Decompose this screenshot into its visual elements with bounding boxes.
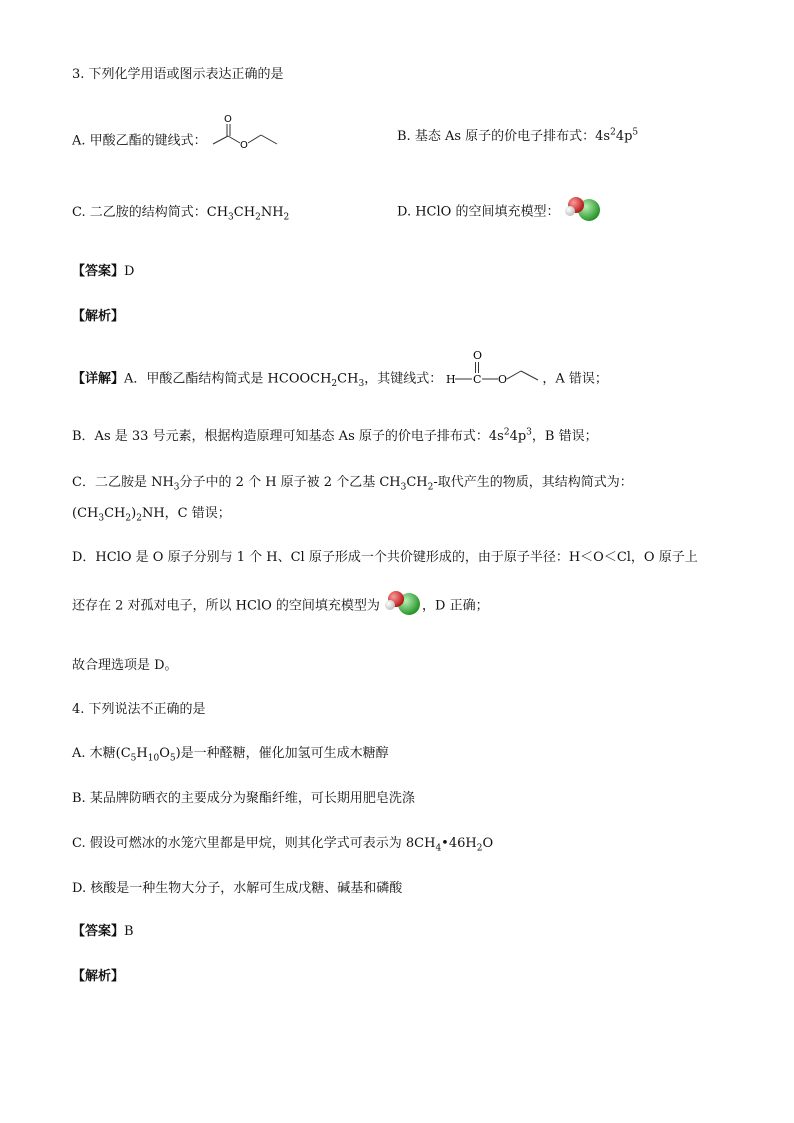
q3-stem: 3. 下列化学用语或图示表达正确的是 bbox=[72, 67, 284, 82]
q3-option-d bbox=[397, 202, 602, 222]
q4-option-c: C. 假设可燃冰的水笼穴里都是甲烷，则其化学式可表示为 $8CH_4•46H_2O$ bbox=[72, 836, 494, 854]
q4-analysis-heading: 【解析】 bbox=[72, 969, 125, 984]
q3-option-d-label: D. HClO 的空间填充模型： bbox=[397, 204, 560, 220]
q3-detail-c-line2: $(CH_3CH_2)_2NH$，C 错误； bbox=[72, 506, 231, 524]
q3-detail-b: B．As 是 33 号元素，根据构造原理可知基态 As 原子的价电子排布式：$4s^24p^3$，B 错误； bbox=[72, 427, 598, 444]
q3-option-a bbox=[72, 114, 283, 154]
q3-detail-a: 【详解】A．甲酸乙酯结构简式是 $HCOOCH_2CH_3$，其键线式： H C O O ，A 错误； bbox=[72, 349, 608, 390]
q3-detail-d-line1: D．HClO 是 O 原子分别与 1 个 H、Cl 原子形成一个共价键形成的，由于原子半径：H＜O＜Cl，O 原子上 bbox=[72, 550, 698, 565]
q3-conclusion: 故合理选项是 D。 bbox=[72, 658, 178, 673]
q3-answer: 【答案】D bbox=[72, 264, 135, 279]
q3-option-a-label: A. 甲酸乙酯的键线式： bbox=[72, 133, 207, 149]
q4-option-b: B. 某品牌防晒衣的主要成分为聚酯纤维，可长期用肥皂洗涤 bbox=[72, 791, 415, 806]
h-atom bbox=[385, 600, 395, 610]
c-label: C bbox=[473, 373, 482, 386]
q4-stem: 4. 下列说法不正确的是 bbox=[72, 702, 206, 717]
o-double-label: O bbox=[473, 349, 483, 362]
q3-detail-d-line2: 还存在 2 对孤对电子，所以 HClO 的空间填充模型为 ，D 正确； bbox=[72, 596, 489, 616]
q4-option-a: A. 木糖$(C_5H_{10}O_5)$是一种醛糖，催化加氢可生成木糖醇 bbox=[72, 746, 389, 764]
ester-o-label: O bbox=[239, 140, 248, 151]
q3-detail-c-line1: C．二乙胺是 $NH_3$分子中的 2 个 H 原子被 2 个乙基 $CH_3CH_2-$取代产生的物质，其结构简式为： bbox=[72, 475, 633, 493]
o-single-label: O bbox=[498, 373, 508, 386]
h-label: H bbox=[446, 373, 456, 386]
q3-option-c: C. 二乙胺的结构简式：$CH_3CH_2NH_2$ bbox=[72, 205, 290, 223]
ethyl-formate-skeletal-formula bbox=[211, 114, 283, 154]
carbonyl-o-label: O bbox=[223, 114, 232, 125]
q4-option-d: D. 核酸是一种生物大分子，水解可生成戊糖、碱基和磷酸 bbox=[72, 881, 403, 896]
ethyl-formate-structure-h-c-o bbox=[446, 350, 542, 390]
q3-analysis-heading: 【解析】 bbox=[72, 309, 125, 324]
q3-option-b: B. 基态 As 原子的价电子排布式：$4s^24p^5$ bbox=[397, 127, 639, 144]
q4-answer: 【答案】B bbox=[72, 924, 134, 939]
hclo-space-filling-model-2 bbox=[384, 590, 422, 616]
h-atom bbox=[565, 206, 575, 216]
hclo-space-filling-model bbox=[564, 196, 602, 222]
